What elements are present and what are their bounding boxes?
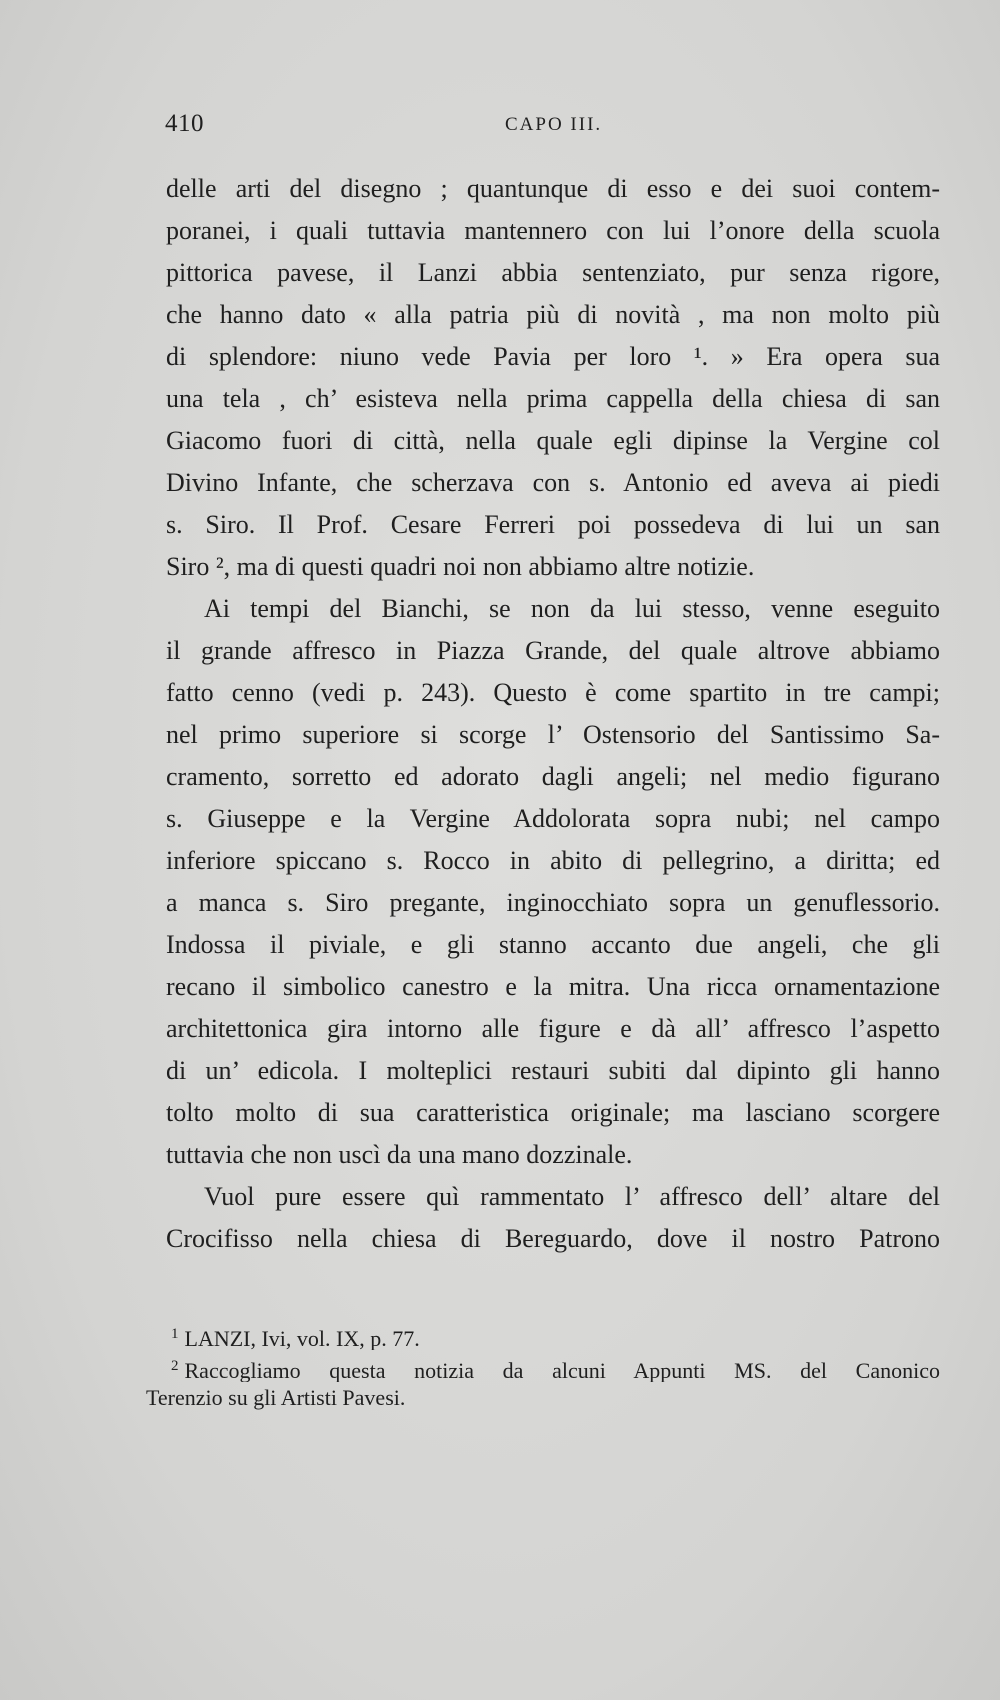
text-line: nel primo superiore si scorge l’ Ostensorio del Santissimo Sa-: [166, 720, 940, 749]
text-line: s. Giuseppe e la Vergine Addolorata sopra nubi; nel campo: [166, 804, 940, 833]
text-line: fatto cenno (vedi p. 243). Questo è come spartito in tre campi;: [166, 678, 940, 707]
text-line: delle arti del disegno ; quantunque di esso e dei suoi contem-: [166, 174, 940, 203]
footnote-text: Terenzio su gli Artisti Pavesi.: [146, 1385, 406, 1410]
text-line: Siro ², ma di questi quadri noi non abbiamo altre notizie.: [166, 552, 755, 581]
main-text: [166, 168, 940, 1260]
text-line: Crocifisso nella chiesa di Bereguardo, dove il nostro Patrono: [166, 1224, 940, 1253]
text-line: il grande affresco in Piazza Grande, del quale altrove abbiamo: [166, 636, 940, 665]
text-line: pittorica pavese, il Lanzi abbia sentenziato, pur senza rigore,: [166, 258, 940, 287]
footnote-text: Raccogliamo questa notizia da alcuni Appunti MS. del Canonico: [184, 1358, 940, 1382]
page-number: 410: [165, 110, 204, 137]
paragraph-start-line: Ai tempi del Bianchi, se non da lui stesso, venne eseguito: [204, 594, 940, 623]
text-line: Divino Infante, che scherzava con s. Antonio ed aveva ai piedi: [166, 468, 940, 497]
text-line: Giacomo fuori di città, nella quale egli dipinse la Vergine col: [166, 426, 940, 455]
footnote-1: [146, 1318, 940, 1350]
text-line: Indossa il piviale, e gli stanno accanto due angeli, che gli: [166, 930, 940, 959]
text-line: s. Siro. Il Prof. Cesare Ferreri poi possedeva di lui un san: [166, 510, 940, 539]
text-line: inferiore spiccano s. Rocco in abito di pellegrino, a diritta; ed: [166, 846, 940, 875]
page-header: [165, 110, 925, 146]
paragraph-start-line: Vuol pure essere quì rammentato l’ affresco dell’ altare del: [204, 1182, 940, 1211]
text-line: di un’ edicola. I molteplici restauri subiti dal dipinto gli hanno: [166, 1056, 940, 1085]
text-line: a manca s. Siro pregante, inginocchiato sopra un genuflessorio.: [166, 888, 940, 917]
text-line: cramento, sorretto ed adorato dagli angeli; nel medio figurano: [166, 762, 940, 791]
text-line: che hanno dato « alla patria più di novità , ma non molto più: [166, 300, 940, 329]
text-line: una tela , ch’ esisteva nella prima cappella della chiesa di san: [166, 384, 940, 413]
text-line: tuttavia che non uscì da una mano dozzinale.: [166, 1140, 633, 1169]
text-line: recano il simbolico canestro e la mitra. Una ricca ornamentazione: [166, 972, 940, 1001]
footnote-text: LANZI, Ivi, vol. IX, p. 77.: [184, 1326, 420, 1350]
footnote-2-continuation: [146, 1382, 940, 1414]
text-line: architettonica gira intorno alle figure e dà all’ affresco l’aspetto: [166, 1014, 940, 1043]
text-line: tolto molto di sua caratteristica originale; ma lasciano scorgere: [166, 1098, 940, 1127]
footnote-marker: 2: [171, 1358, 179, 1374]
footnotes: [146, 1318, 940, 1414]
footnote-2: [146, 1350, 940, 1382]
text-line: di splendore: niuno vede Pavia per loro ¹. » Era opera sua: [166, 342, 940, 371]
text-line: poranei, i quali tuttavia mantennero con lui l’onore della scuola: [166, 216, 940, 245]
footnote-marker: 1: [171, 1326, 179, 1342]
running-head: CAPO III.: [505, 114, 603, 135]
